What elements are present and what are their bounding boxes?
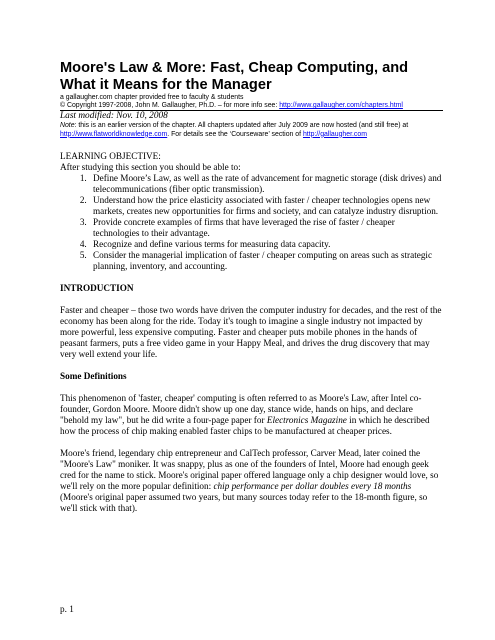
spacer bbox=[60, 382, 443, 393]
copyright-text: © Copyright 1997-2008, John M. Gallaugher, Ph.D. – for more info see: bbox=[60, 102, 280, 110]
definitions-p2-text: Moore's friend, legendary chip entrepreneur and CalTech professor, Carver Mead, later coined the "Moore's Law" moniker. It was snappy, plus as one of the founders of Intel, Moore had enough geek cred for the name to stick. Moore's original paper offered language only a chip designer would love, so we'll rely on the more popular definition: bbox=[60, 447, 439, 491]
introduction-heading: INTRODUCTION bbox=[60, 282, 134, 293]
note-text-2: . For details see the ‘Courseware’ section of bbox=[167, 130, 303, 138]
definitions-paragraph-2 bbox=[60, 448, 443, 514]
definitions-heading: Some Definitions bbox=[60, 370, 127, 381]
objective-item: 5. Consider the managerial implication of faster / cheaper computing on areas such as strategic planning, inventory, and accounting. bbox=[89, 250, 443, 272]
chapters-link[interactable]: http://www.gallaugher.com/chapters.html bbox=[279, 102, 403, 110]
definitions-p1-italic: Electronics Magazine bbox=[266, 414, 347, 425]
definitions-p2-italic: chip performance per dollar doubles every 18 months bbox=[213, 480, 412, 491]
objective-item: 1. Define Moore’s Law, as well as the rate of advancement for magnetic storage (disk drives) and telecommunications (fiber optic transmission). bbox=[89, 173, 443, 195]
definitions-p1-after: in which he described how the process of chip making enabled faster chips to be manufactured at cheaper prices. bbox=[60, 414, 430, 436]
note-line-2 bbox=[60, 131, 443, 139]
objectives-list bbox=[60, 173, 443, 272]
spacer bbox=[60, 360, 443, 371]
chapter-title: Moore's Law & More: Fast, Cheap Computing, and What it Means for the Manager bbox=[60, 60, 409, 93]
definitions-p1-text: This phenomenon of 'faster, cheaper' computing is often referred to as Moore's Law, after Intel co-founder, Gordon Moore. Moore didn't show up one day, stance wide, hands on hips, and declare "behold my law", but he did write a four-page paper for bbox=[60, 392, 422, 425]
spacer bbox=[60, 294, 443, 305]
page-number: p. 1 bbox=[60, 604, 74, 614]
spacer bbox=[60, 272, 443, 283]
note-label: Note bbox=[60, 122, 75, 130]
spacer bbox=[60, 437, 443, 448]
gallaugher-link[interactable]: http://gallaugher.com bbox=[302, 130, 367, 138]
objective-item: 3. Provide concrete examples of firms that have leveraged the rise of faster / cheaper technologies to their advantage. bbox=[89, 217, 443, 239]
last-modified: Last modified: Nov. 10, 2008 bbox=[60, 111, 168, 122]
definitions-paragraph-1 bbox=[60, 393, 443, 437]
objectives-intro: After studying this section you should be able to: bbox=[60, 161, 241, 172]
objective-item: 2. Understand how the price elasticity associated with faster / cheaper technologies opens new markets, creates new opportunities for firms and society, and can catalyze industry disruption. bbox=[89, 195, 443, 217]
note-line-1 bbox=[60, 122, 443, 130]
introduction-paragraph: Faster and cheaper – those two words have driven the computer industry for decades, and the rest of the economy has been along for the ride. Today it's tough to imagine a single industry not impacted by more powerful, less expensive computing. Faster and cheaper puts mobile phones in the hands of peasant farmers, puts a free video game in your Happy Meal, and drives the drug discovery that may very well extend your life. bbox=[60, 304, 442, 359]
note-text-1: : this is an earlier version of the chapter. All chapters updated after July 2009 are now hosted (and still free) at bbox=[74, 122, 409, 130]
objectives-heading: LEARNING OBJECTIVE: bbox=[60, 150, 161, 161]
copyright-line bbox=[60, 102, 443, 110]
spacer bbox=[60, 139, 443, 151]
definitions-p2-after: (Moore's original paper assumed two years, but many sources today refer to the 18-month figure, so we'll stick with that). bbox=[60, 491, 428, 513]
page-content bbox=[60, 60, 443, 514]
objective-item: 4. Recognize and define various terms for measuring data capacity. bbox=[89, 239, 443, 250]
source-line: a gallaugher.com chapter provided free to faculty & students bbox=[60, 94, 244, 101]
flatworld-link[interactable]: http://www.flatworldknowledge.com bbox=[60, 130, 168, 138]
